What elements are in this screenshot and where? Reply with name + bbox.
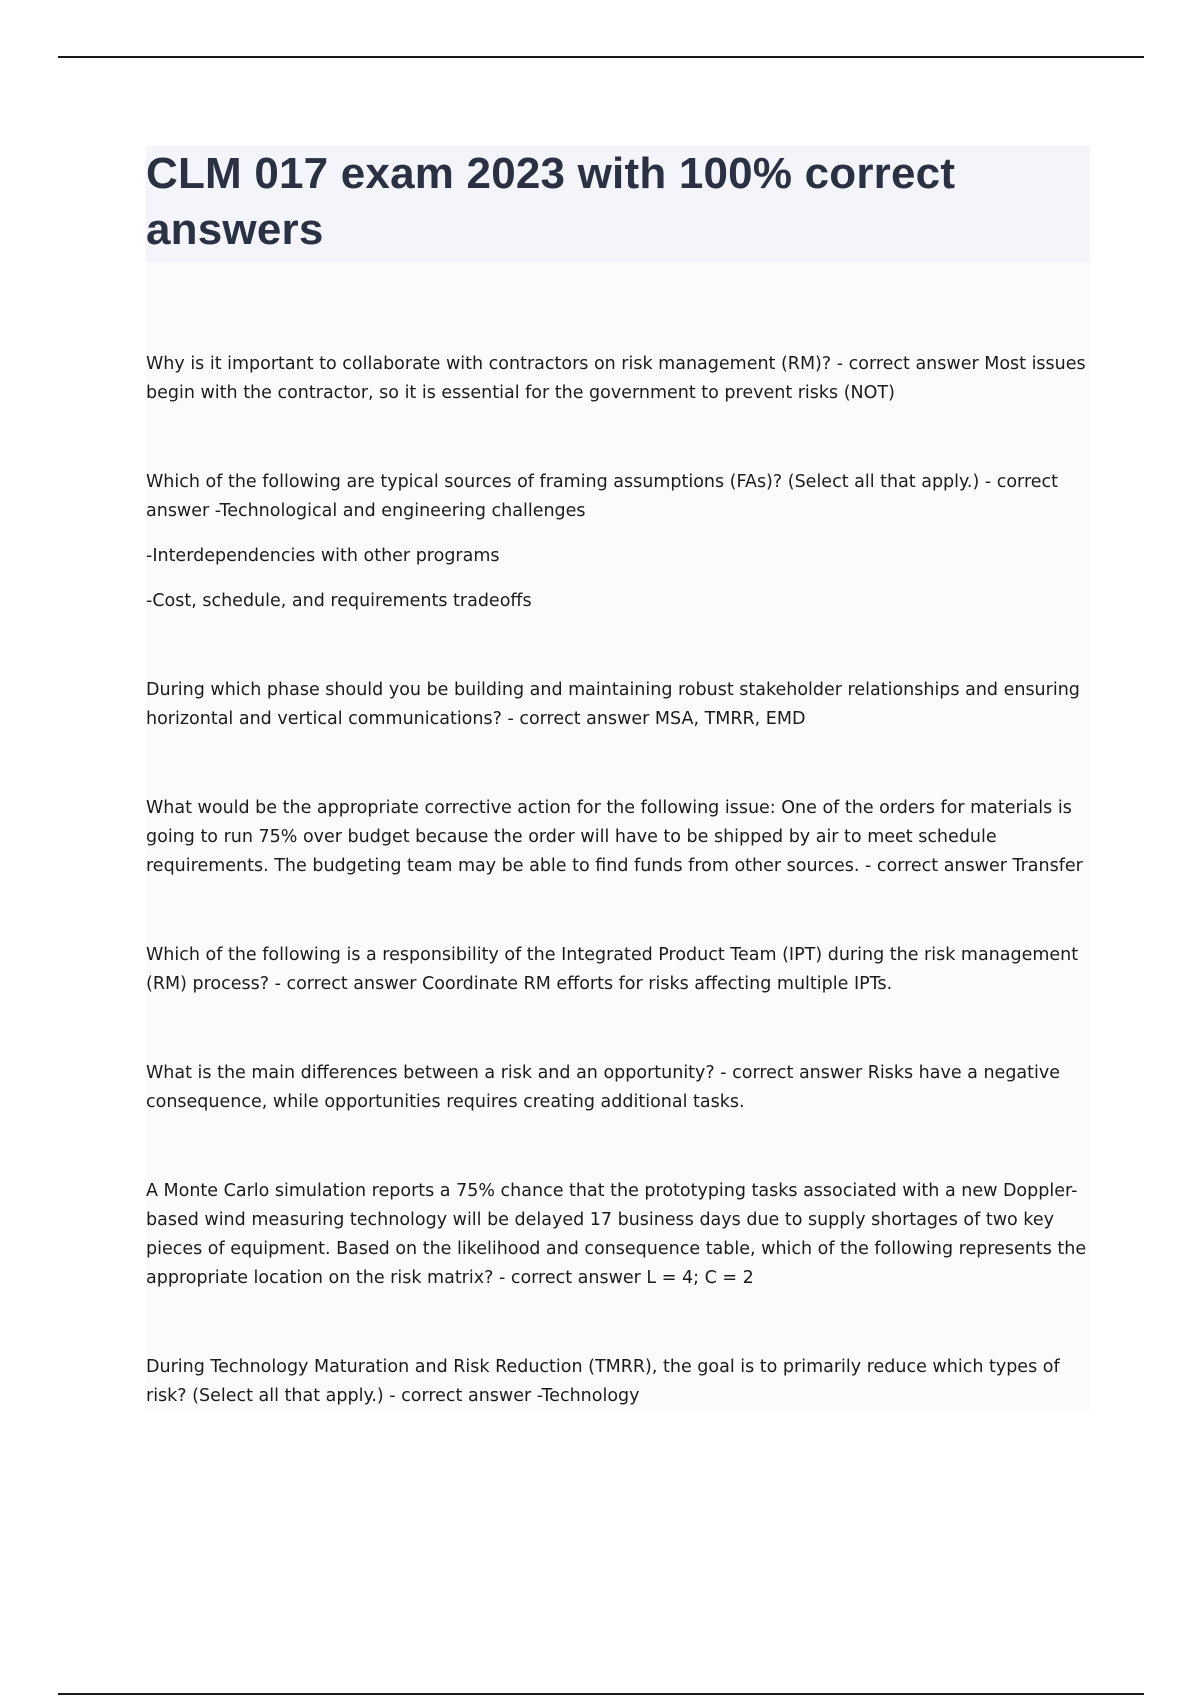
qa-item [146,468,1090,616]
qa-text: Why is it important to collaborate with contractors on risk management (RM)? - correct answer Most issues begin with the contractor, so it is essential for the government to prevent risks (NOT) [146,354,1086,403]
qa-answer-line: -Interdependencies with other programs [146,546,500,566]
bottom-rule [58,1693,1144,1695]
qa-text: What is the main differences between a risk and an opportunity? - correct answer Risks have a negative consequence, while opportunities requires creating additional tasks. [146,1063,1061,1112]
qa-text: Which of the following is a responsibility of the Integrated Product Team (IPT) during the risk management (RM) process? - correct answer Coordinate RM efforts for risks affecting multiple IPTs. [146,945,1079,994]
qa-item [146,941,1090,999]
qa-text: Which of the following are typical sources of framing assumptions (FAs)? (Select all that apply.) - correct answer -Technological and engineering challenges [146,472,1058,521]
qa-item [146,1059,1090,1117]
qa-item [146,676,1090,734]
top-rule [58,56,1144,58]
qa-text: During which phase should you be building and maintaining robust stakeholder relationships and ensuring horizontal and vertical communications? - correct answer MSA, TMRR, EMD [146,680,1080,729]
qa-item [146,1353,1090,1411]
qa-text: What would be the appropriate corrective action for the following issue: One of the orders for materials is going to run 75% over budget because the order will have to be shipped by air to meet schedule requirements. The budgeting team may be able to find funds from other sources. - correct answer Transfer [146,798,1083,876]
qa-text: During Technology Maturation and Risk Reduction (TMRR), the goal is to primarily reduce which types of risk? (Select all that apply.) - correct answer -Technology [146,1357,1060,1406]
qa-item [146,1177,1090,1293]
document-body [146,146,1090,1411]
document-title: CLM 017 exam 2023 with 100% correct answers [146,149,956,254]
title-block [146,146,1090,262]
qa-item [146,794,1090,881]
qa-answer-line: -Cost, schedule, and requirements tradeoffs [146,591,532,611]
qa-text: A Monte Carlo simulation reports a 75% chance that the prototyping tasks associated with a new Doppler-based wind measuring technology will be delayed 17 business days due to supply shortages of two key pieces of equipment. Based on the likelihood and consequence table, which of the following represents the appropriate location on the risk matrix? - correct answer L = 4; C = 2 [146,1181,1087,1288]
qa-item [146,350,1090,408]
